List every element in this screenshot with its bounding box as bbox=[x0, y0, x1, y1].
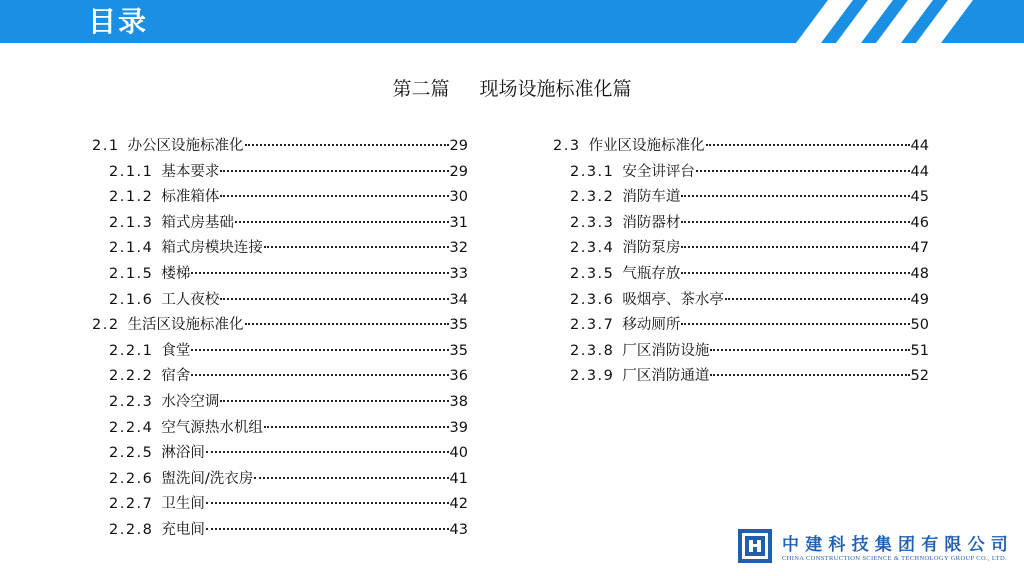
toc-entry[interactable] bbox=[553, 339, 929, 365]
toc-entry[interactable] bbox=[553, 211, 929, 237]
toc-entry-title: 盥洗间/洗衣房 bbox=[161, 470, 254, 487]
toc-dot-leader bbox=[220, 170, 448, 172]
toc-entry-number: 2.1.3 bbox=[109, 214, 154, 231]
toc-dot-leader bbox=[220, 195, 448, 197]
toc-dot-leader bbox=[245, 323, 449, 325]
toc-entry-page: 36 bbox=[449, 368, 468, 385]
toc-entry-page: 30 bbox=[449, 189, 468, 206]
toc-dot-leader bbox=[206, 451, 449, 453]
header-stripes-decoration bbox=[0, 0, 1024, 43]
toc-entry[interactable] bbox=[553, 185, 929, 211]
toc-entry-page: 50 bbox=[910, 317, 929, 334]
toc-entry-title: 消防车道 bbox=[622, 189, 681, 206]
toc-entry-number: 2.2.8 bbox=[109, 521, 154, 538]
toc-dot-leader bbox=[191, 272, 448, 274]
toc-entry-page: 32 bbox=[449, 240, 468, 257]
toc-entry-title: 消防器材 bbox=[622, 214, 681, 231]
toc-entry[interactable] bbox=[92, 236, 468, 262]
toc-entry-title: 淋浴间 bbox=[161, 445, 205, 462]
toc-entry-title: 空气源热水机组 bbox=[161, 419, 263, 436]
toc-entry[interactable] bbox=[553, 160, 929, 186]
toc-dot-leader bbox=[220, 298, 448, 300]
toc-entry-page: 44 bbox=[910, 163, 929, 180]
toc-dot-leader bbox=[245, 144, 449, 146]
company-name-cn: 中建科技集团有限公司 bbox=[782, 535, 1014, 555]
toc-entry-number: 2.1.1 bbox=[109, 163, 154, 180]
toc-entry-number: 2.2.4 bbox=[109, 419, 154, 436]
toc-entry[interactable] bbox=[92, 160, 468, 186]
toc-entry-title: 卫生间 bbox=[161, 496, 205, 513]
toc-entry[interactable] bbox=[92, 364, 468, 390]
toc-entry-title: 厂区消防通道 bbox=[622, 368, 710, 385]
toc-right-column bbox=[553, 134, 929, 390]
toc-entry-number: 2.1.6 bbox=[109, 291, 154, 308]
toc-entry[interactable] bbox=[553, 262, 929, 288]
toc-dot-leader bbox=[681, 195, 909, 197]
toc-entry[interactable] bbox=[553, 236, 929, 262]
toc-entry-page: 52 bbox=[910, 368, 929, 385]
toc-entry[interactable] bbox=[92, 262, 468, 288]
toc-dot-leader bbox=[681, 323, 909, 325]
toc-entry-page: 29 bbox=[449, 138, 468, 154]
toc-dot-leader bbox=[235, 221, 449, 223]
toc-entry-title: 办公区设施标准化 bbox=[127, 138, 244, 154]
toc-entry-number: 2.2 bbox=[92, 317, 120, 334]
toc-entry-title: 消防泵房 bbox=[622, 240, 681, 257]
toc-entry-page: 47 bbox=[910, 240, 929, 257]
toc-entry-title: 箱式房模块连接 bbox=[161, 240, 263, 257]
toc-entry-number: 2.1.4 bbox=[109, 240, 154, 257]
toc-entry-page: 51 bbox=[910, 342, 929, 359]
section-heading bbox=[0, 74, 1024, 101]
toc-entry-page: 33 bbox=[449, 265, 468, 282]
toc-entry-page: 40 bbox=[449, 445, 468, 462]
toc-entry-number: 2.3.9 bbox=[570, 368, 615, 385]
toc-entry-page: 35 bbox=[449, 317, 468, 334]
toc-entry-title: 生活区设施标准化 bbox=[127, 317, 244, 334]
toc-dot-leader bbox=[206, 502, 449, 504]
toc-dot-leader bbox=[206, 528, 449, 530]
toc-dot-leader bbox=[681, 272, 909, 274]
toc-entry-number: 2.1 bbox=[92, 138, 120, 154]
toc-entry-title: 基本要求 bbox=[161, 163, 220, 180]
toc-entry[interactable] bbox=[92, 185, 468, 211]
section-part: 第二篇 bbox=[392, 78, 450, 100]
toc-entry-title: 工人夜校 bbox=[161, 291, 220, 308]
toc-entry-number: 2.1.2 bbox=[109, 189, 154, 206]
toc-entry-page: 45 bbox=[910, 189, 929, 206]
toc-entry[interactable] bbox=[92, 134, 468, 160]
toc-entry-title: 安全讲评台 bbox=[622, 163, 695, 180]
toc-entry[interactable] bbox=[553, 313, 929, 339]
toc-entry-number: 2.2.5 bbox=[109, 445, 154, 462]
toc-dot-leader bbox=[254, 477, 448, 479]
toc-entry-title: 作业区设施标准化 bbox=[588, 138, 705, 154]
toc-entry-page: 31 bbox=[449, 214, 468, 231]
toc-entry-number: 2.3.6 bbox=[570, 291, 615, 308]
toc-entry-number: 2.3.1 bbox=[570, 163, 615, 180]
toc-entry-page: 39 bbox=[449, 419, 468, 436]
toc-entry[interactable] bbox=[92, 467, 468, 493]
toc-entry[interactable] bbox=[92, 416, 468, 442]
toc-dot-leader bbox=[706, 144, 910, 146]
toc-dot-leader bbox=[191, 349, 448, 351]
toc-entry[interactable] bbox=[553, 288, 929, 314]
toc-entry-page: 43 bbox=[449, 521, 468, 538]
toc-entry-page: 41 bbox=[449, 470, 468, 487]
toc-entry-title: 气瓶存放 bbox=[622, 265, 681, 282]
toc-entry-title: 厂区消防设施 bbox=[622, 342, 710, 359]
toc-dot-leader bbox=[681, 246, 909, 248]
toc-dot-leader bbox=[710, 349, 909, 351]
toc-entry-number: 2.2.1 bbox=[109, 342, 154, 359]
header-bar bbox=[0, 0, 1024, 43]
toc-entry-page: 35 bbox=[449, 342, 468, 359]
toc-entry[interactable] bbox=[92, 313, 468, 339]
toc-entry-page: 42 bbox=[449, 496, 468, 513]
toc-entry-title: 充电间 bbox=[161, 521, 205, 538]
toc-entry-title: 移动厕所 bbox=[622, 317, 681, 334]
toc-entry[interactable] bbox=[92, 339, 468, 365]
toc-entry-number: 2.2.2 bbox=[109, 368, 154, 385]
toc-entry-page: 34 bbox=[449, 291, 468, 308]
toc-entry-page: 49 bbox=[910, 291, 929, 308]
toc-entry-page: 48 bbox=[910, 265, 929, 282]
toc-entry-number: 2.3.8 bbox=[570, 342, 615, 359]
toc-dot-leader bbox=[696, 170, 910, 172]
cscec-logo-icon bbox=[738, 529, 772, 563]
toc-entry[interactable] bbox=[553, 134, 929, 160]
toc-entry[interactable] bbox=[92, 518, 468, 544]
toc-entry-title: 吸烟亭、茶水亭 bbox=[622, 291, 724, 308]
toc-entry-number: 2.1.5 bbox=[109, 265, 154, 282]
toc-entry-title: 宿舍 bbox=[161, 368, 191, 385]
toc-dot-leader bbox=[681, 221, 909, 223]
toc-left-column bbox=[92, 134, 468, 544]
toc-entry[interactable] bbox=[92, 441, 468, 467]
toc-entry-number: 2.3.2 bbox=[570, 189, 615, 206]
toc-entry-number: 2.3.7 bbox=[570, 317, 615, 334]
toc-entry-page: 38 bbox=[449, 393, 468, 410]
toc-entry[interactable] bbox=[92, 390, 468, 416]
toc-entry[interactable] bbox=[553, 364, 929, 390]
toc-entry-number: 2.2.6 bbox=[109, 470, 154, 487]
toc-entry-number: 2.3.3 bbox=[570, 214, 615, 231]
section-name: 现场设施标准化篇 bbox=[479, 78, 632, 100]
toc-entry-page: 46 bbox=[910, 214, 929, 231]
toc-entry-title: 水冷空调 bbox=[161, 393, 220, 410]
toc-dot-leader bbox=[191, 374, 448, 376]
toc-entry-number: 2.2.3 bbox=[109, 393, 154, 410]
toc-entry-number: 2.3 bbox=[553, 138, 581, 154]
toc-entry-number: 2.2.7 bbox=[109, 496, 154, 513]
toc-dot-leader bbox=[264, 426, 449, 428]
toc-entry[interactable] bbox=[92, 492, 468, 518]
company-name-en: CHINA CONSTRUCTION SCIENCE & TECHNOLOGY GROUP CO., LTD. bbox=[782, 555, 1007, 562]
toc-entry-title: 箱式房基础 bbox=[161, 214, 234, 231]
toc-entry-number: 2.3.4 bbox=[570, 240, 615, 257]
toc-entry[interactable] bbox=[92, 211, 468, 237]
toc-dot-leader bbox=[710, 374, 909, 376]
toc-entry-title: 食堂 bbox=[161, 342, 191, 359]
toc-entry-number: 2.3.5 bbox=[570, 265, 615, 282]
toc-dot-leader bbox=[264, 246, 449, 248]
toc-entry-page: 44 bbox=[910, 138, 929, 154]
toc-entry-title: 楼梯 bbox=[161, 265, 191, 282]
toc-entry[interactable] bbox=[92, 288, 468, 314]
page-title: 目录 bbox=[88, 5, 149, 38]
toc-entry-title: 标准箱体 bbox=[161, 189, 220, 206]
toc-dot-leader bbox=[725, 298, 910, 300]
toc-entry-page: 29 bbox=[449, 163, 468, 180]
toc-dot-leader bbox=[220, 400, 448, 402]
